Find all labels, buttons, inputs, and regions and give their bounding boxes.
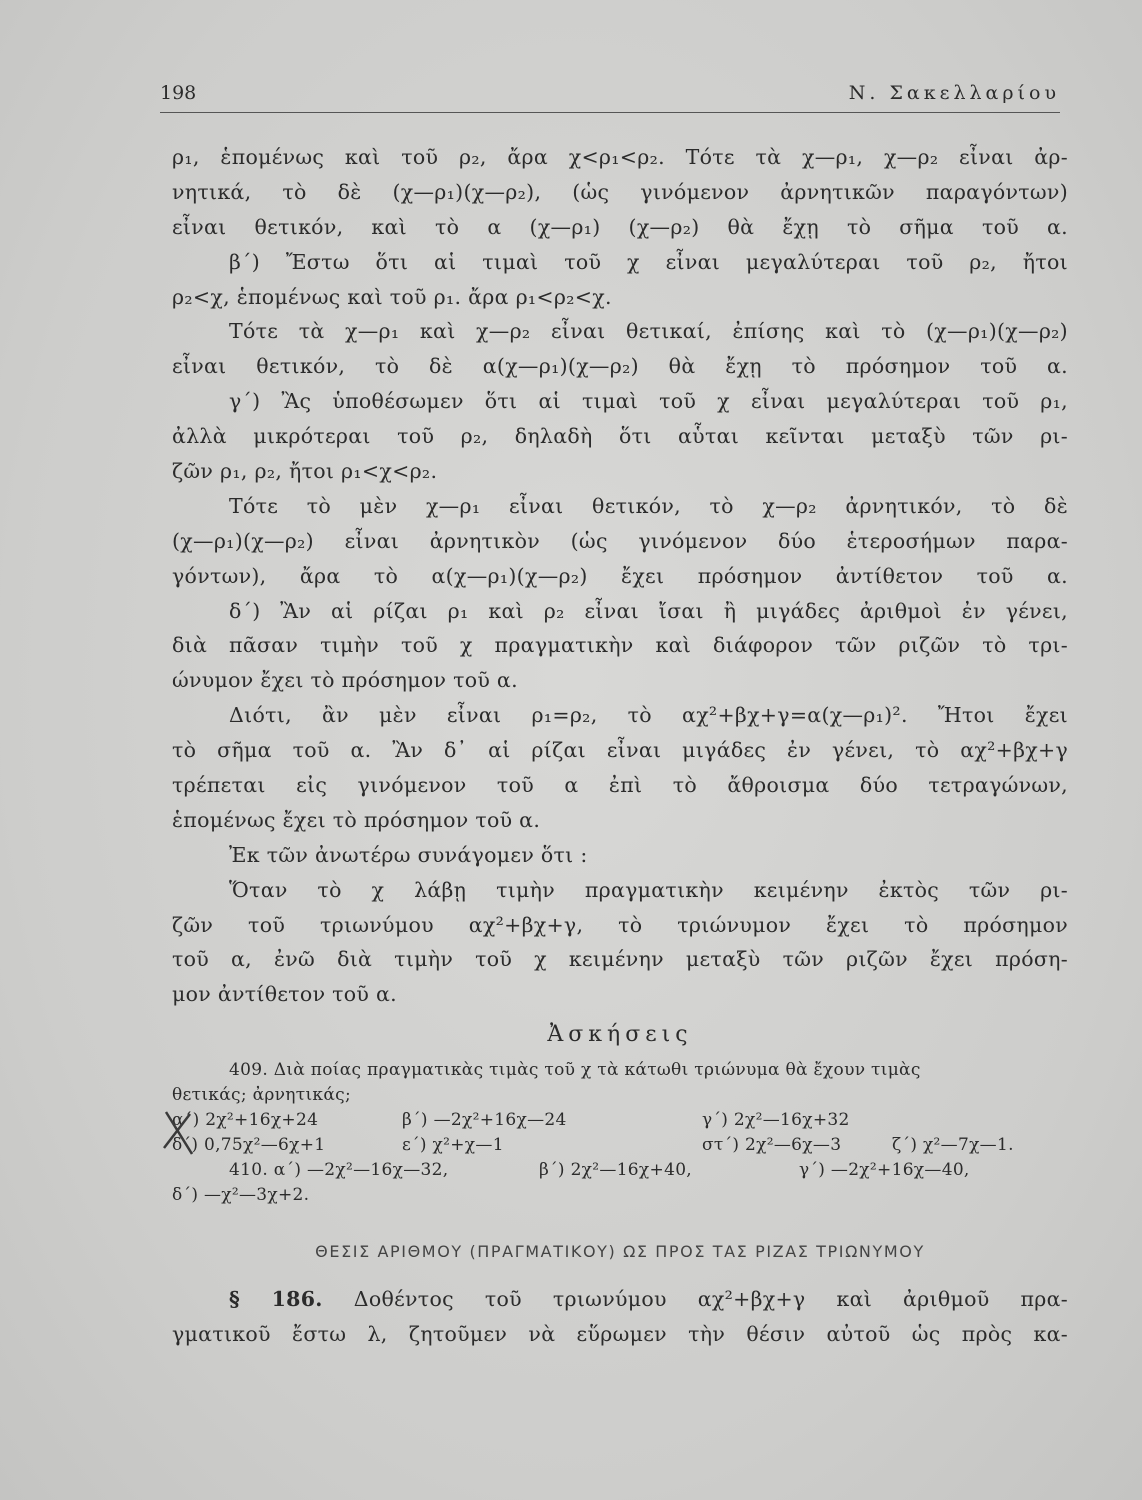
text-line: (χ—ρ₁)(χ—ρ₂) εἶναι ἀρνητικὸν (ὡς γινόμενον δύο ἑτεροσήμων παρα-	[172, 528, 1068, 553]
text-line: δ΄) Ἂν αἱ ρίζαι ρ₁ καὶ ρ₂ εἶναι ἴσαι ἢ μιγάδες ἀριθμοὶ ἐν γένει,	[229, 598, 1068, 623]
exercise-409-row-1	[172, 1108, 1068, 1133]
exercise-409-line-1: 409. Διὰ ποίας πραγματικὰς τιμὰς τοῦ χ τὰ κάτωθι τριώνυμα θὰ ἔχουν τιμὰς	[229, 1060, 921, 1081]
handwritten-cross-mark	[158, 1108, 198, 1160]
exercise-item: β΄) —2χ²+16χ—24	[402, 1110, 567, 1131]
exercise-item: 410. α΄) —2χ²—16χ—32,	[229, 1160, 449, 1181]
exercise-item: γ΄) 2χ²—16χ+32	[702, 1110, 850, 1131]
exercise-409-line-2: θετικάς; ἀρνητικάς;	[172, 1085, 351, 1106]
section-186-line-1	[172, 1282, 1068, 1317]
text-line: εἶναι θετικόν, καὶ τὸ α (χ—ρ₁) (χ—ρ₂) θὰ ἔχῃ τὸ σῆμα τοῦ α.	[172, 214, 1068, 239]
text-line: ρ₁, ἑπομένως καὶ τοῦ ρ₂, ἄρα χ<ρ₁<ρ₂. Τότε τὰ χ—ρ₁, χ—ρ₂ εἶναι ἀρ-	[172, 145, 1068, 169]
exercise-item: α΄) 2χ²+16χ+24	[172, 1110, 319, 1131]
page-header	[160, 72, 1060, 113]
exercise-item: ε΄) χ²+χ—1	[402, 1135, 504, 1156]
exercise-item: ζ΄) χ²—7χ—1.	[892, 1135, 1014, 1156]
section-text: Δοθέντος τοῦ τριωνύμου αχ²+βχ+γ καὶ ἀριθμοῦ πρα-	[353, 1287, 1068, 1312]
text-line: Ὅταν τὸ χ λάβῃ τιμὴν πραγματικὴν κειμένην ἐκτὸς τῶν ρι-	[229, 877, 1068, 902]
text-line: β΄) Ἔστω ὅτι αἱ τιμαὶ τοῦ χ εἶναι μεγαλύτεραι τοῦ ρ₂, ἤτοι	[229, 249, 1068, 274]
exercise-item: β΄) 2χ²—16χ+40,	[539, 1160, 693, 1181]
text-line: ώνυμον ἔχει τὸ πρόσημον τοῦ α.	[172, 668, 518, 693]
section-number: § 186.	[229, 1287, 323, 1312]
text-line: ζῶν ρ₁, ρ₂, ἤτοι ρ₁<χ<ρ₂.	[172, 459, 438, 484]
text-line: νητικά, τὸ δὲ (χ—ρ₁)(χ—ρ₂), (ὡς γινόμενον ἀρνητικῶν παραγόντων)	[172, 179, 1068, 204]
text-line: Τότε τὸ μὲν χ—ρ₁ εἶναι θετικόν, τὸ χ—ρ₂ ἀρνητικόν, τὸ δὲ	[229, 493, 1068, 518]
text-block	[172, 140, 1068, 1012]
exercise-item: στ΄) 2χ²—6χ—3	[702, 1135, 842, 1156]
text-line: Διότι, ἂν μὲν εἶναι ρ₁=ρ₂, τὸ αχ²+βχ+γ=α(χ—ρ₁)². Ἤτοι ἔχει	[229, 703, 1068, 728]
text-line: ἀλλὰ μικρότεραι τοῦ ρ₂, δηλαδὴ ὅτι αὗται κεῖνται μεταξὺ τῶν ρι-	[172, 424, 1068, 449]
exercise-item: γ΄) —2χ²+16χ—40,	[799, 1160, 970, 1181]
text-line: Τότε τὰ χ—ρ₁ καὶ χ—ρ₂ εἶναι θετικαί, ἐπίσης καὶ τὸ (χ—ρ₁)(χ—ρ₂)	[229, 319, 1068, 344]
exercise-410-line-2: δ΄) —χ²—3χ+2.	[172, 1185, 310, 1206]
exercise-410-line-1	[172, 1158, 1068, 1183]
exercise-item: δ΄) 0,75χ²—6χ+1	[172, 1135, 326, 1156]
exercise-409-row-2	[172, 1133, 1068, 1158]
section-heading: ΘΕΣΙΣ ΑΡΙΘΜΟΥ (ΠΡΑΓΜΑΤΙΚΟΥ) ΩΣ ΠΡΟΣ ΤΑΣ ΡΙΖΑΣ ΤΡΙΩΝΥΜΟΥ	[315, 1242, 925, 1262]
exercise-410	[172, 1158, 1068, 1208]
text-line: τρέπεται εἰς γινόμενον τοῦ α ἐπὶ τὸ ἄθροισμα δύο τετραγώνων,	[172, 773, 1068, 798]
exercises-title: Ἀσκήσεις	[547, 1022, 693, 1048]
page-body	[172, 140, 1068, 1352]
text-line: γ΄) Ἂς ὑποθέσωμεν ὅτι αἱ τιμαὶ τοῦ χ εἶναι μεγαλύτεραι τοῦ ρ₁,	[229, 389, 1068, 414]
section-186-line-2: γματικοῦ ἔστω λ, ζητοῦμεν νὰ εὕρωμεν τὴν θέσιν αὐτοῦ ὡς πρὸς κα-	[172, 1322, 1068, 1347]
text-line: τοῦ α, ἐνῶ διὰ τιμὴν τοῦ χ κειμένην μεταξὺ τῶν ριζῶν ἔχει πρόση-	[172, 947, 1068, 972]
text-line: ζῶν τοῦ τριωνύμου αχ²+βχ+γ, τὸ τριώνυμον ἔχει τὸ πρόσημον	[172, 912, 1068, 937]
text-line: μον ἀντίθετον τοῦ α.	[172, 982, 397, 1007]
text-line: ρ₂<χ, ἑπομένως καὶ τοῦ ρ₁. ἄρα ρ₁<ρ₂<χ.	[172, 284, 612, 309]
text-line: διὰ πᾶσαν τιμὴν τοῦ χ πραγματικὴν καὶ διάφορον τῶν ριζῶν τὸ τρι-	[172, 633, 1068, 658]
text-line: εἶναι θετικόν, τὸ δὲ α(χ—ρ₁)(χ—ρ₂) θὰ ἔχῃ τὸ πρόσημον τοῦ α.	[172, 354, 1068, 379]
exercise-409	[172, 1058, 1068, 1158]
text-line: Ἐκ τῶν ἀνωτέρω συνάγομεν ὅτι :	[229, 842, 588, 867]
text-line: τὸ σῆμα τοῦ α. Ἂν δ᾿ αἱ ρίζαι εἶναι μιγάδες ἐν γένει, τὸ αχ²+βχ+γ	[172, 738, 1068, 763]
text-line: ἑπομένως ἔχει τὸ πρόσημον τοῦ α.	[172, 807, 541, 832]
running-title: Ν. Σακελλαρίου	[848, 82, 1060, 104]
page-number: 198	[160, 82, 197, 104]
text-line: γόντων), ἄρα τὸ α(χ—ρ₁)(χ—ρ₂) ἔχει πρόσημον ἀντίθετον τοῦ α.	[172, 563, 1068, 588]
